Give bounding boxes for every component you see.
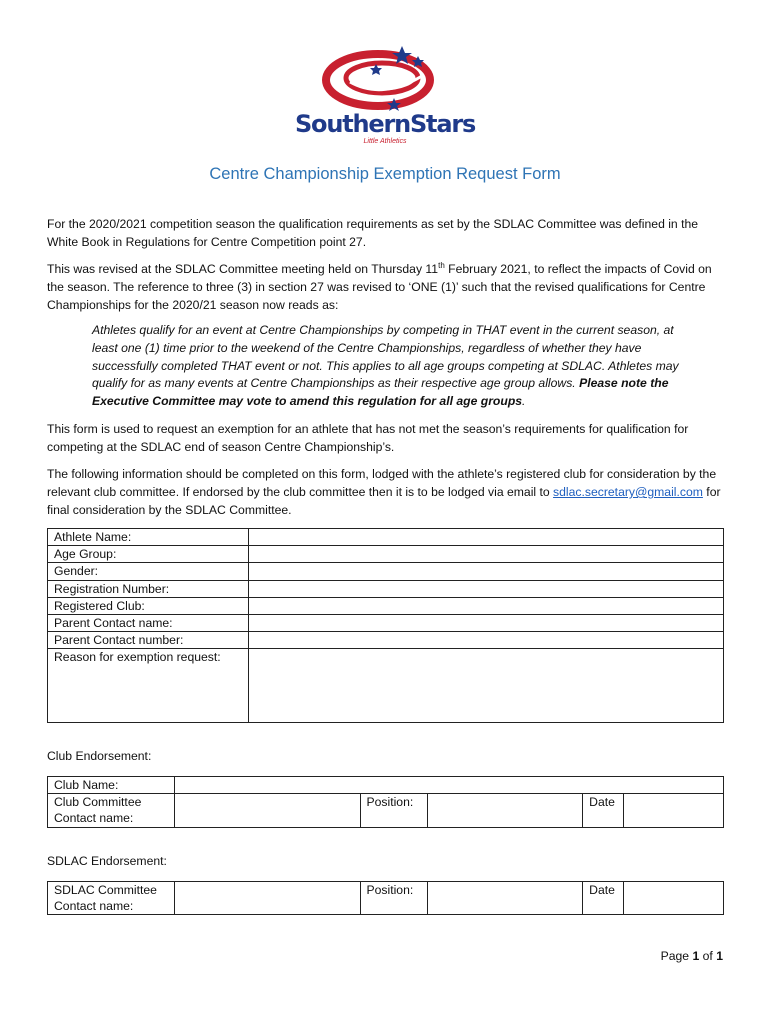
club-position-field[interactable] [428, 794, 583, 827]
table-row [48, 529, 724, 546]
registration-number-label: Registration Number: [48, 580, 249, 597]
table-row [48, 563, 724, 580]
sdlac-contact-label [48, 882, 175, 915]
instructions-end: for final consideration by the SDLAC Committee. [47, 485, 721, 517]
table-row [48, 882, 724, 915]
sdlac-date-label: Date [583, 882, 624, 915]
revision-paragraph [47, 260, 727, 314]
club-contact-field[interactable] [174, 794, 360, 827]
southern-stars-logo [290, 42, 480, 150]
parent-contact-name-field[interactable] [248, 615, 723, 632]
page-current: 1 [692, 949, 700, 963]
logo-subtext: Little Athletics [363, 138, 407, 145]
table-row [48, 597, 724, 614]
sdlac-endorsement-table [47, 881, 724, 915]
club-name-label: Club Name: [48, 777, 175, 794]
table-row [48, 580, 724, 597]
instructions-text: The following information should be completed on this form, lodged with the athlete’s registered club for consideration by the relevant club committee. If endorsed by the club committee then it is to be lodged via email to [47, 467, 717, 499]
table-row [48, 777, 724, 794]
club-date-label: Date [583, 794, 624, 827]
club-endorsement-heading: Club Endorsement: [47, 749, 152, 763]
age-group-field[interactable] [248, 546, 723, 563]
club-name-field[interactable] [174, 777, 723, 794]
page-title: Centre Championship Exemption Request Form [209, 165, 561, 183]
table-row [48, 632, 724, 649]
registration-number-field[interactable] [248, 580, 723, 597]
gender-field[interactable] [248, 563, 723, 580]
sdlac-contact-label-line1: SDLAC Committee [54, 883, 157, 897]
quote-end: . [522, 394, 526, 409]
sdlac-position-field[interactable] [428, 882, 583, 915]
registered-club-field[interactable] [248, 597, 723, 614]
revision-text-end: February 2021, to reflect the impacts of Covid on the season. The reference to three (3) in section 27 was revised to ‘ONE (1)’ such that the revised qualifications for Centre Championships for the 2020/21 season now reads as: [47, 262, 712, 312]
intro-paragraph: For the 2020/2021 competition season the qualification requirements as set by the SDLAC Committee was defined in the White Book in Regulations for Centre Competition point 27. [47, 217, 699, 249]
parent-contact-name-label: Parent Contact name: [48, 615, 249, 632]
quote-bold-text: Please note the Executive Committee may vote to amend this regulation for all age groups [92, 376, 669, 409]
logo-wordmark: SouthernStars [294, 110, 476, 138]
age-group-label: Age Group: [48, 546, 249, 563]
table-row [48, 649, 724, 723]
ordinal-suffix: th [438, 260, 445, 270]
sdlac-contact-field[interactable] [174, 882, 360, 915]
exemption-reason-label: Reason for exemption request: [48, 649, 249, 723]
athlete-name-label: Athlete Name: [48, 529, 249, 546]
quote-text: Athletes qualify for an event at Centre Championships by competing in THAT event in the current season, at least one (1) time prior to the weekend of the Centre Championships, regardless of whether they have successfully completed THAT event or not. This applies to all age groups competing at SDLAC. Athletes may qualify for as many events at Centre Championships as their respective age group allows. [92, 323, 679, 391]
regulation-quote [92, 322, 692, 411]
club-date-field[interactable] [624, 794, 724, 827]
of-word: of [702, 949, 713, 963]
table-row [48, 794, 724, 827]
parent-contact-number-label: Parent Contact number: [48, 632, 249, 649]
registered-club-label: Registered Club: [48, 597, 249, 614]
secretary-email-link[interactable]: sdlac.secretary@gmail.com [553, 485, 703, 499]
gender-label: Gender: [48, 563, 249, 580]
table-row [48, 546, 724, 563]
parent-contact-number-field[interactable] [248, 632, 723, 649]
club-contact-label [48, 794, 175, 827]
athlete-name-field[interactable] [248, 529, 723, 546]
purpose-paragraph: This form is used to request an exemption for an athlete that has not met the season’s requirements for qualification for competing at the SDLAC end of season Centre Championship’s. [47, 422, 689, 454]
sdlac-position-label: Position: [360, 882, 428, 915]
club-endorsement-table [47, 776, 724, 828]
club-position-label: Position: [360, 794, 428, 827]
sdlac-contact-label-line2: Contact name: [54, 899, 134, 914]
exemption-reason-field[interactable] [248, 649, 723, 723]
revision-text-start: This was revised at the SDLAC Committee meeting held on Thursday 11 [47, 262, 439, 276]
athlete-details-table [47, 528, 724, 723]
logo-swoosh-icon [290, 42, 480, 114]
page-word: Page [660, 949, 690, 963]
table-row [48, 615, 724, 632]
page-total: 1 [716, 949, 723, 963]
instructions-paragraph [47, 465, 727, 519]
sdlac-date-field[interactable] [624, 882, 724, 915]
page-number [600, 949, 723, 963]
club-contact-label-line1: Club Committee [54, 795, 142, 810]
sdlac-endorsement-heading: SDLAC Endorsement: [47, 854, 167, 868]
club-contact-label-line2: Contact name: [54, 811, 134, 826]
